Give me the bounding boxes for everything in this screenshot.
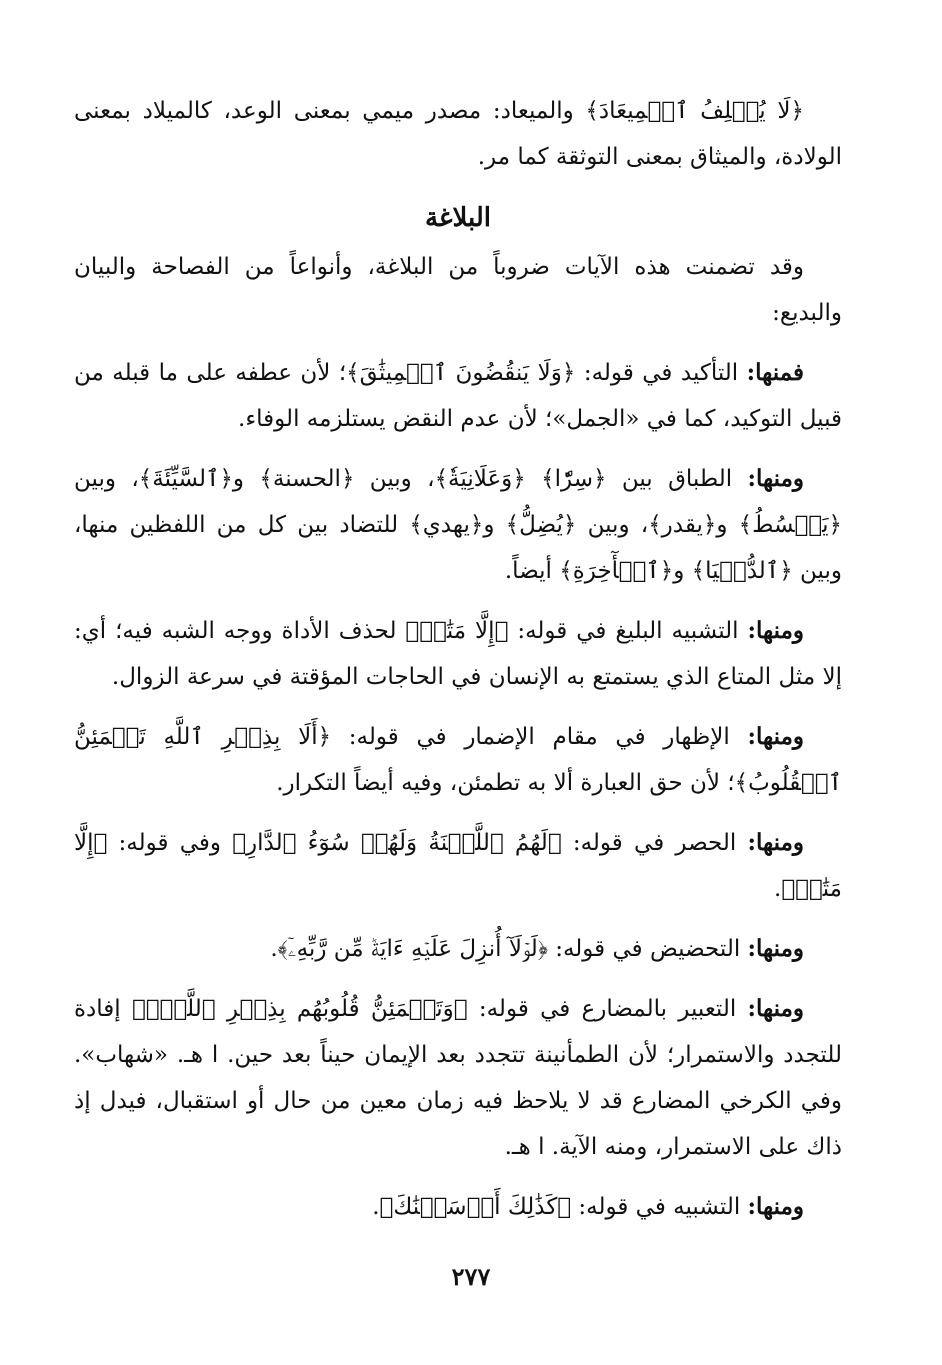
item-text: التحضيض في قوله: ﴿لَوۡلَآ أُنزِلَ عَلَيۡهِ ءَايَةٞ مِّن رَّبِّهِۦٓ﴾. — [270, 936, 748, 962]
item-text: التشبيه البليغ في قوله: ﴿إِلَّا مَتَٰعٞ﴾ لحذف الأداة ووجه الشبه فيه؛ أي: إلا مثل المتاع الذي يستمتع به الإنسان في الحاجات المؤقتة في سرعة الزوال. — [74, 618, 842, 690]
item-lead: ومنها: — [747, 829, 804, 856]
section-heading: البلاغة — [424, 203, 492, 233]
item-paragraph — [74, 350, 842, 442]
item-lead: ومنها: — [747, 465, 804, 492]
opening-paragraph: وقد تضمنت هذه الآيات ضروباً من البلاغة، وأنواعاً من الفصاحة والبيان والبديع: — [74, 254, 842, 326]
item-text: التعبير بالمضارع في قوله: ﴿وَتَطۡمَئِنُّ قُلُوبُهُم بِذِكۡرِ ٱللَّهِۗ﴾ إفادة للتجدد والاستمرار؛ لأن الطمأنينة تتجدد بعد الإيمان حيناً بعد حين. ا هـ. «شهاب». وفي الكرخي المضارع قد لا يلاحظ فيه زمان معين من حال أو استقبال، فيدل إذ ذاك على الاستمرار، ومنه الآية. ا هـ. — [74, 996, 842, 1160]
item-paragraph — [74, 986, 842, 1170]
item-paragraph — [74, 714, 842, 806]
item-lead: ومنها: — [747, 617, 804, 644]
item-lead: ومنها: — [747, 1193, 804, 1220]
item-paragraph — [74, 456, 842, 594]
item-paragraph — [74, 926, 842, 972]
item-lead: ومنها: — [747, 935, 804, 962]
item-text: التأكيد في قوله: ﴿وَلَا يَنقُضُونَ ٱلۡمِيثَٰقَ﴾؛ لأن عطفه على ما قبله من قبيل التوكيد، كما في «الجمل»؛ لأن عدم النقض يستلزمه الوفاء. — [74, 360, 842, 432]
item-text: الإظهار في مقام الإضمار في قوله: ﴿أَلَا بِذِكۡرِ ٱللَّهِ تَطۡمَئِنُّ ٱلۡقُلُوبُ﴾؛ لأن حق العبارة ألا به تطمئن، وفيه أيضاً التكرار. — [74, 724, 842, 796]
item-lead: ومنها: — [747, 995, 804, 1022]
item-lead: ومنها: — [747, 723, 804, 750]
intro-paragraph: ﴿لَا يُخۡلِفُ ٱلۡمِيعَادَ﴾ والميعاد: مصدر ميمي بمعنى الوعد، كالميلاد بمعنى الولادة، والميثاق بمعنى التوثقة كما مر. — [74, 98, 842, 170]
item-paragraph — [74, 820, 842, 912]
item-lead: فمنها: — [746, 359, 804, 386]
item-text: التشبيه في قوله: ﴿كَذَٰلِكَ أَرۡسَلۡنَٰكَ﴾. — [372, 1194, 748, 1220]
page-number: ٢٧٧ — [451, 1262, 491, 1291]
item-paragraph — [74, 1184, 842, 1230]
item-text: الحصر في قوله: ﴿لَهُمُ ٱللَّعۡنَةُ وَلَهُمۡ سُوٓءُ ٱلدَّارِ﴾ وفي قوله: ﴿إِلَّا مَتَٰعٞ﴾. — [74, 830, 842, 902]
item-text: الطباق بين ﴿سِرّٗا﴾ ﴿وَعَلَانِيَةٗ﴾، وبين ﴿الحسنة﴾ و﴿ٱلسَّيِّئَةَ﴾، وبين ﴿يَبۡسُطُ﴾ و﴿يقدر﴾، وبين ﴿يُضِلُّ﴾ و﴿يهدي﴾ للتضاد بين كل من اللفظين منها، وبين ﴿ٱلدُّنۡيَا﴾ و﴿ٱلۡأٓخِرَةِ﴾ أيضاً. — [74, 466, 842, 584]
item-paragraph — [74, 608, 842, 700]
